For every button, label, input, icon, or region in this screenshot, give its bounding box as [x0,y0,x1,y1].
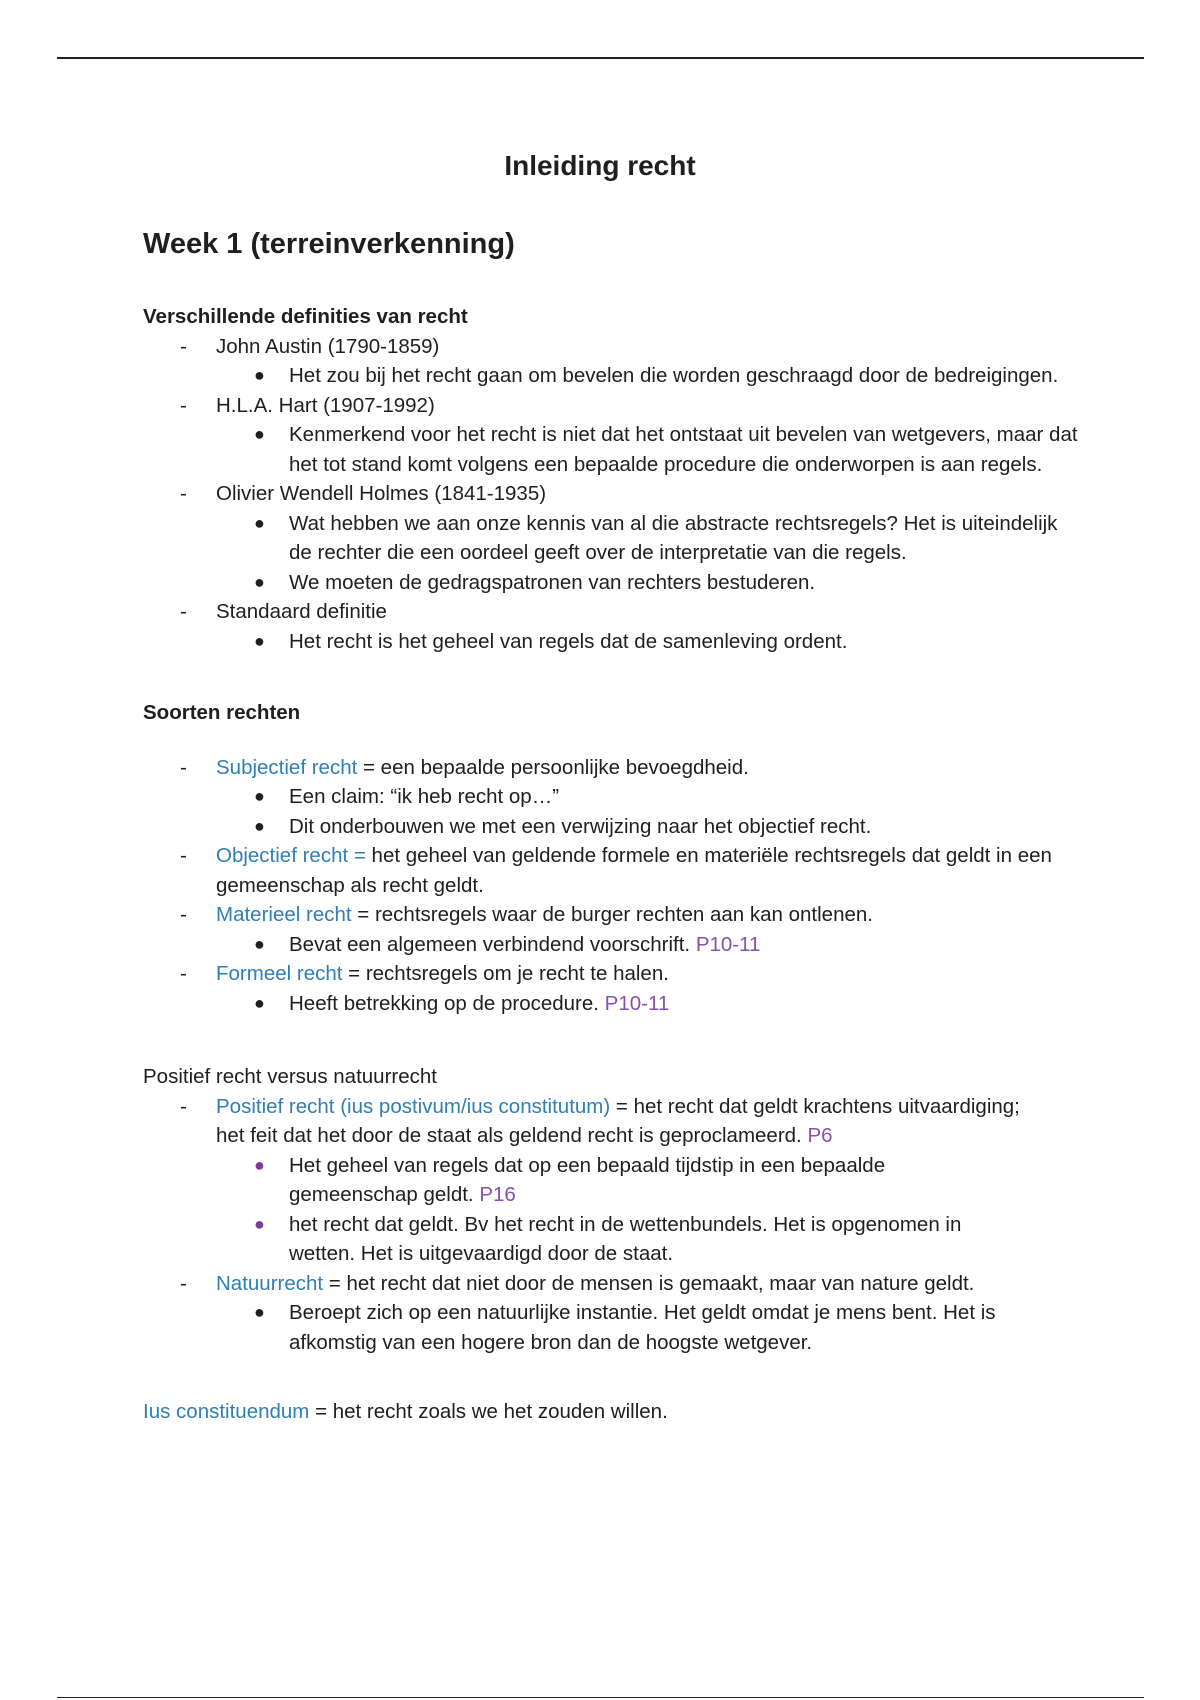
list-item: ● Een claim: “ik heb recht op…” [254,785,560,808]
page-ref: P16 [479,1183,516,1206]
list-item: - Subjectief recht = een bepaalde persoonlijke bevoegdheid. ● Een claim: “ik heb recht op…” ● Dit onderbouwen we met een verwijzing naar het objectief recht. [143,753,1103,842]
list-item: - Materieel recht = rechtsregels waar de burger rechten aan kan ontlenen. ● Bevat een algemeen verbindend voorschrift. P10-11 [143,900,1103,959]
term: Positief recht (ius postivum/ius constitutum) [216,1094,611,1118]
section-heading-positief: Positief recht versus natuurrecht [143,1065,437,1088]
list-item: ● Kenmerkend voor het recht is niet dat het ontstaat uit bevelen van wetgevers, maar dat het tot stand komt volgens een bepaalde procedure die onderworpen is aan regels. [254,423,1078,476]
positief-list [143,1092,1103,1358]
list-item: - Olivier Wendell Holmes (1841-1935) ● Wat hebben we aan onze kennis van al die abstracte rechtsregels? Het is uiteindelijk de rechter die een oordeel geeft over de interpretatie van die regels. ● We moeten de gedragspatronen van rechters bestuderen. [143,479,1103,597]
section-heading-definities: Verschillende definities van recht [143,305,468,328]
list-item: ● Het zou bij het recht gaan om bevelen die worden geschraagd door de bedreigingen. [254,364,1059,387]
list-item: ● Beroept zich op een natuurlijke instantie. Het geldt omdat je mens bent. Het is afkomstig van een hogere bron dan de hoogste wetgever. [254,1301,996,1354]
footer-rule [57,1697,1144,1698]
header-rule [57,57,1144,59]
week-heading: Week 1 (terreinverkenning) [143,228,515,260]
list-item: - Formeel recht = rechtsregels om je recht te halen. ● Heeft betrekking op de procedure. P10-11 [143,959,1103,1018]
list-item: ● Dit onderbouwen we met een verwijzing naar het objectief recht. [254,814,872,838]
list-item: - H.L.A. Hart (1907-1992) ● Kenmerkend voor het recht is niet dat het ontstaat uit bevelen van wetgevers, maar dat het tot stand komt volgens een bepaalde procedure die onderworpen is aan regels. [143,391,1103,480]
page-ref: P6 [807,1124,833,1147]
document-page [143,140,1103,1427]
definities-list [143,332,1103,657]
term: Subjectief recht [216,755,358,779]
section-heading-soorten: Soorten rechten [143,701,301,724]
list-item: ● Wat hebben we aan onze kennis van al die abstracte rechtsregels? Het is uiteindelijk de rechter die een oordeel geeft over de interpretatie van die regels. [254,511,1058,564]
list-item: ● We moeten de gedragspatronen van rechters bestuderen. [254,570,816,594]
closing-definition: Ius constituendum = het recht zoals we het zouden willen. [143,1400,668,1423]
list-item: ● Het geheel van regels dat op een bepaald tijdstip in een bepaalde gemeenschap geldt. P16 [254,1153,886,1206]
soorten-list [143,753,1103,1019]
term: Formeel recht [216,962,343,985]
list-item: - Standaard definitie ● Het recht is het geheel van regels dat de samenleving ordent. [143,597,1103,656]
term: Ius constituendum [143,1400,310,1423]
list-item: ● Heeft betrekking op de procedure. P10-11 [254,991,670,1015]
list-item: - Positief recht (ius postivum/ius constitutum) = het recht dat geldt krachtens uitvaardiging; het feit dat het door de staat als geldend recht is geproclameerd. P6 ● Het geheel van regels dat op een bepaald tijdstip in een bepaalde gemeenschap geldt. P16 ● het recht dat geldt. Bv het recht in de wettenbundels. Het is opgenomen in wetten. Het is uitgevaardigd door de staat. [143,1092,1046,1269]
list-item: - Objectief recht = het geheel van geldende formele en materiële rechtsregels dat geldt in een gemeenschap als recht geldt. [180,844,1052,897]
list-item: ● Het recht is het geheel van regels dat de samenleving ordent. [254,629,848,653]
list-item: ● het recht dat geldt. Bv het recht in de wettenbundels. Het is opgenomen in wetten. Het is uitgevaardigd door de staat. [254,1212,962,1265]
list-item: ● Bevat een algemeen verbindend voorschrift. P10-11 [254,932,761,956]
list-item: - John Austin (1790-1859) ● Het zou bij het recht gaan om bevelen die worden geschraagd door de bedreigingen. [143,332,1103,391]
document-title: Inleiding recht [504,150,696,181]
term: Objectief recht = [216,844,366,867]
term: Materieel recht [216,903,352,926]
term: Natuurrecht [216,1271,324,1295]
page-ref: P10-11 [604,991,670,1015]
list-item: - Natuurrecht = het recht dat niet door de mensen is gemaakt, maar van nature geldt. ● Beroept zich op een natuurlijke instantie. Het geldt omdat je mens bent. Het is afkomstig van een hogere bron dan de hoogste wetgever. [143,1269,1103,1358]
page-ref: P10-11 [695,932,761,956]
